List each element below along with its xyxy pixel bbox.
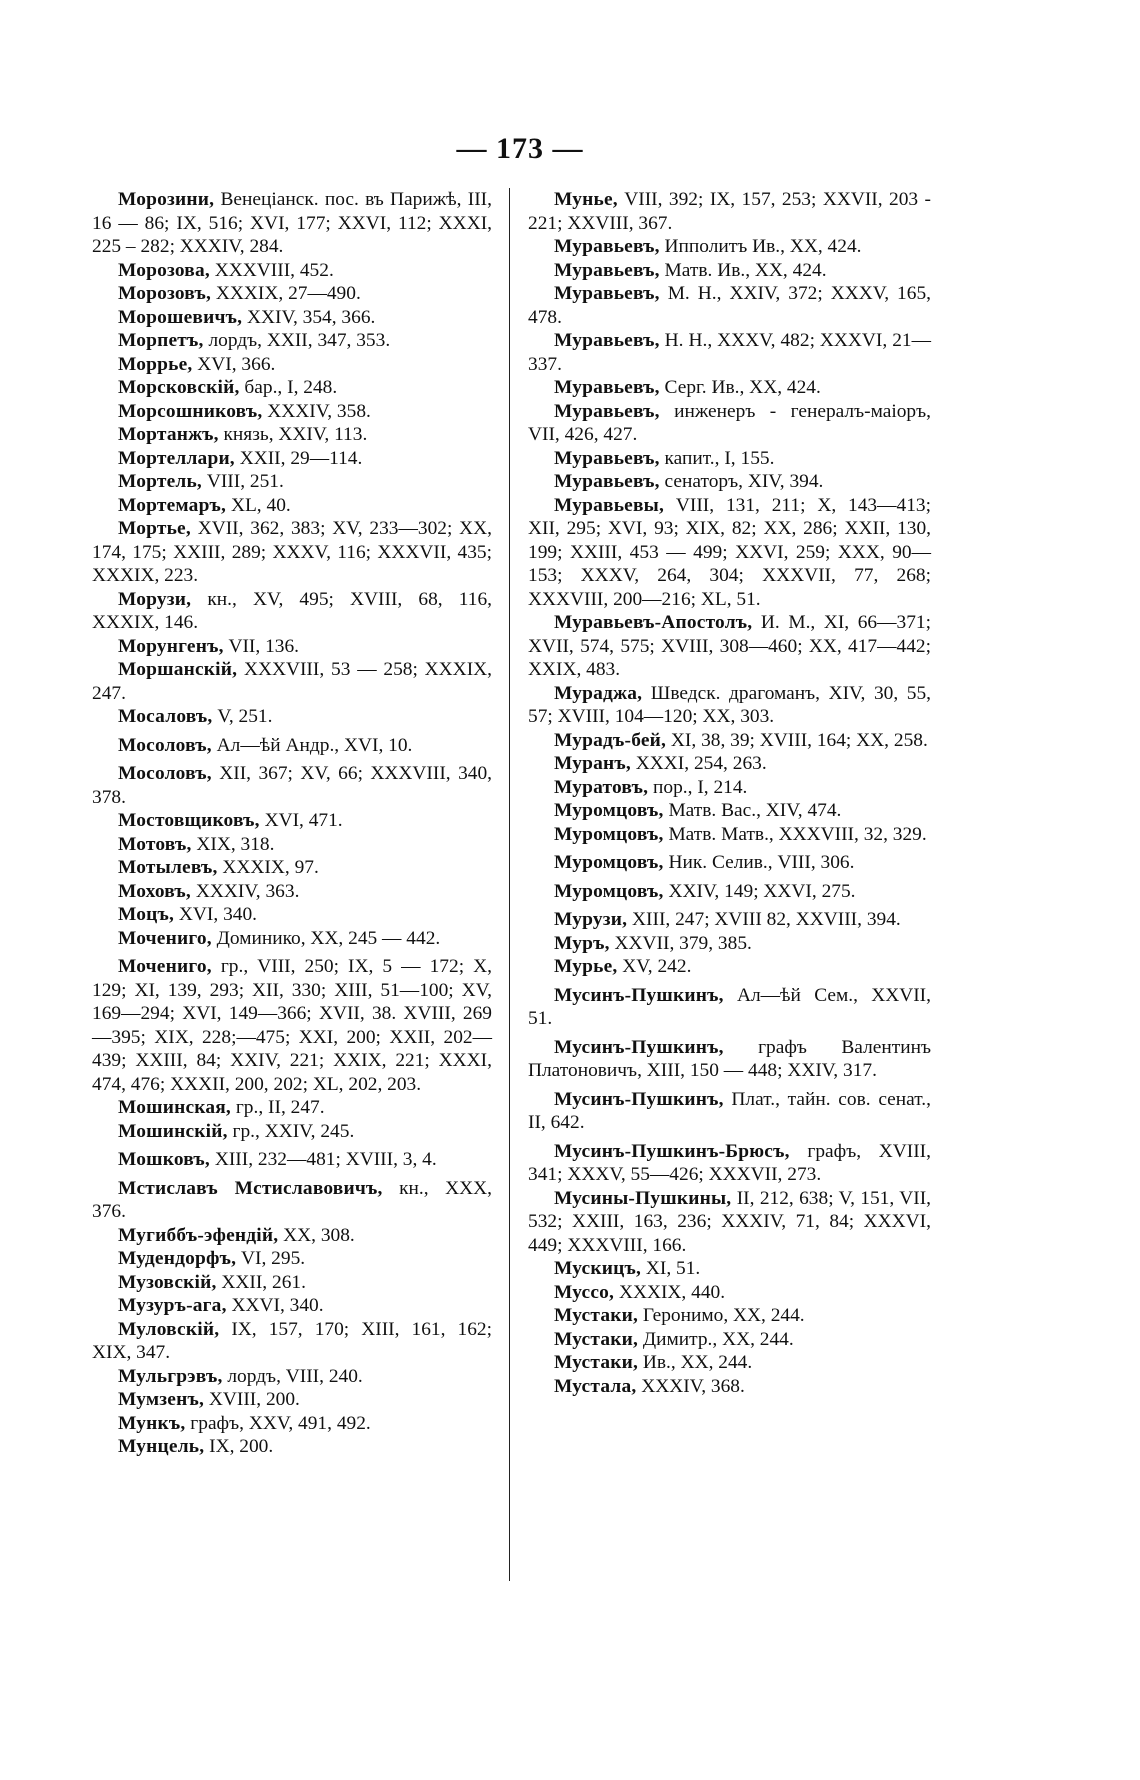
index-entry [528,932,931,956]
entry-heading: Мортель, [118,471,202,492]
entry-references: Венеціанск. пос. въ Парижѣ, III, 16 — 86; IX, 516; XVI, 177; XXVI, 112; XXXI, 225 – 282; XXXIV, 284. [92,189,492,257]
entry-heading: Морозова, [118,259,210,281]
index-entry [92,1096,492,1120]
index-entry [92,259,492,283]
entry-references: гр., XXIV, 245. [227,1120,355,1142]
entry-heading: Мстиславъ Мстиславовичъ, [118,1177,383,1199]
index-entry [92,329,492,353]
entry-references: XX, 308. [278,1224,355,1246]
entry-heading: Мульгрэвъ, [118,1365,223,1387]
entry-references: графъ, XVIII, 341; XXXV, 55—426; XXXVII, 273. [528,1140,931,1185]
entry-heading: Мустаки, [554,1352,639,1373]
index-entry [92,376,492,400]
entry-heading: Муравьевъ, [554,400,660,422]
entry-heading: Морошевичъ, [118,306,243,328]
entry-heading: Мустаки, [554,1328,639,1350]
entry-references: XXXVIII, 53 — 258; XXXIX, 247. [92,659,492,704]
index-entry [92,1120,492,1144]
entry-references: Ник. Селив., VIII, 306. [663,852,855,873]
index-entry [92,1412,492,1436]
entry-references: XIX, 318. [191,833,275,855]
entry-heading: Мочениго, [118,956,212,977]
entry-references: VIII, 392; IX, 157, 253; XXVII, 203 - 221; XXVIII, 367. [528,189,931,234]
entry-heading: Муравьевъ-Апостолъ, [554,612,753,633]
entry-heading: Мортье, [118,518,191,539]
entry-references: И. М., XI, 66—371; XVII, 574, 575; XVIII, 308—460; XX, 417—442; XXIX, 483. [528,612,931,680]
entry-references: Шведск. драгоманъ, XIV, 30, 55, 57; XVIII, 104—120; XX, 303. [528,682,931,727]
entry-references: лордъ, VIII, 240. [222,1365,363,1387]
entry-references: XII, 367; XV, 66; XXXVIII, 340, 378. [92,763,492,808]
index-entry [92,400,492,424]
entry-references: XXXIX, 97. [217,857,319,878]
entry-references: бар., I, 248. [239,377,338,398]
index-entry [92,470,492,494]
index-entry [92,856,492,880]
entry-references: XI, 51. [641,1258,701,1279]
entry-heading: Муравьевъ, [554,447,660,469]
entry-heading: Мосаловъ, [118,706,213,727]
entry-references: Димитр., XX, 244. [638,1328,794,1350]
index-entry [528,1257,931,1281]
index-entry [92,734,492,758]
entry-references: XXIV, 149; XXVI, 275. [663,880,856,902]
entry-heading: Муравьевъ, [554,283,660,304]
entry-heading: Морозовъ, [118,283,212,304]
entry-references: XV, 242. [617,956,692,977]
index-entry [92,188,492,259]
entry-heading: Мусинъ-Пушкинъ, [554,1088,724,1110]
index-entry [92,353,492,377]
entry-heading: Муравьевъ, [554,377,660,398]
index-column-right [528,188,931,1398]
entry-references: инженеръ - генералъ-маіоръ, VII, 426, 427. [528,400,931,445]
entry-heading: Муромцовъ, [554,880,664,902]
entry-references: пор., I, 214. [648,776,748,798]
entry-references: XI, 38, 39; XVIII, 164; XX, 258. [666,729,928,751]
index-entry [528,188,931,235]
entry-references: Матв. Ив., XX, 424. [659,259,827,281]
index-entry [92,658,492,705]
index-entry [92,762,492,809]
index-entry [92,1148,492,1172]
entry-references: XXVII, 379, 385. [609,932,752,954]
entry-references: капит., I, 155. [659,447,775,469]
index-entry [92,635,492,659]
entry-heading: Мусины-Пушкины, [554,1187,732,1209]
entry-heading: Мусинъ-Пушкинъ, [554,1036,724,1058]
index-entry [528,984,931,1031]
entry-references: XXVI, 340. [226,1295,324,1316]
entry-heading: Мусинъ-Пушкинъ-Брюсъ, [554,1140,790,1162]
index-entry [92,1435,492,1459]
entry-references: князь, XXIV, 113. [218,424,368,445]
entry-heading: Мускицъ, [554,1258,642,1279]
entry-references: XXXIV, 363. [190,880,300,902]
entry-heading: Морсошниковъ, [118,400,263,422]
entry-references: XXXIV, 368. [636,1375,745,1397]
entry-references: V, 251. [212,706,273,727]
index-entry [92,833,492,857]
index-entry [92,588,492,635]
entry-heading: Муравьевъ, [554,259,660,281]
entry-references: Геронимо, XX, 244. [638,1305,805,1326]
entry-heading: Муръ, [554,932,610,954]
entry-heading: Мочениго, [118,927,212,949]
index-entry [528,682,931,729]
index-entry [528,235,931,259]
entry-references: М. Н., XXIV, 372; XXXV, 165, 478. [528,283,931,328]
index-entry [528,1351,931,1375]
index-entry [92,1365,492,1389]
index-entry [528,376,931,400]
index-entry [528,494,931,612]
entry-heading: Мустаки, [554,1305,639,1326]
entry-heading: Муранъ, [554,753,631,774]
entry-references: Серг. Ив., XX, 424. [659,377,821,398]
entry-heading: Мортеллари, [118,447,235,469]
index-entry [528,880,931,904]
entry-heading: Мугиббъ-эфендій, [118,1224,279,1246]
entry-references: XXXVIII, 452. [209,259,334,281]
entry-heading: Моцъ, [118,904,175,925]
entry-references: XXXI, 254, 263. [630,753,767,774]
entry-references: Доминико, XX, 245 — 442. [211,927,441,949]
index-entry [528,823,931,847]
index-entry [528,752,931,776]
entry-heading: Мошинскій, [118,1120,228,1142]
entry-heading: Музуръ-ага, [118,1295,227,1316]
entry-references: Плат., тайн. сов. сенат., II, 642. [528,1088,931,1133]
entry-references: сенаторъ, XIV, 394. [659,471,824,492]
entry-heading: Мосоловъ, [118,763,212,784]
entry-heading: Моррье, [118,353,193,375]
entry-heading: Мурузи, [554,909,628,930]
index-entry [92,1224,492,1248]
index-entry [92,1271,492,1295]
index-column-left [92,188,492,1459]
entry-heading: Музовскій, [118,1271,217,1293]
entry-heading: Муравьевы, [554,494,665,516]
index-entry [528,776,931,800]
index-entry [92,447,492,471]
entry-references: XXII, 29—114. [234,447,363,469]
entry-references: Н. Н., XXXV, 482; XXXVI, 21—337. [528,330,931,375]
index-entry [528,611,931,682]
entry-references: VIII, 131, 211; X, 143—413; XII, 295; XVI, 93; XIX, 82; XX, 286; XXII, 130, 199; XXIII, 453 — 499; XXVI, 259; XXX, 90—153; XXXV, 264, 304; XXXVII, 77, 268; XXXVIII, 200—216; XL, 51. [528,494,931,610]
index-entry [528,400,931,447]
entry-references: IX, 157, 170; XIII, 161, 162; XIX, 347. [92,1318,492,1363]
index-entry [528,1328,931,1352]
index-entry [92,880,492,904]
entry-heading: Муравьевъ, [554,236,660,257]
index-entry [528,1304,931,1328]
index-entry [528,329,931,376]
entry-references: Ипполитъ Ив., XX, 424. [659,236,862,257]
entry-references: кн., XV, 495; XVIII, 68, 116, XXXIX, 146. [92,588,492,633]
index-entry [92,955,492,1096]
entry-references: XIII, 232—481; XVIII, 3, 4. [209,1149,437,1170]
index-entry [92,423,492,447]
index-entry [528,470,931,494]
index-entry [528,1036,931,1083]
column-divider [509,188,510,1581]
entry-references: XIII, 247; XVIII 82, XXVIII, 394. [627,909,901,930]
index-entry [92,1247,492,1271]
entry-heading: Муравьевъ, [554,330,660,351]
entry-references: XXIV, 354, 366. [242,306,376,328]
entry-heading: Муравьевъ, [554,471,660,492]
entry-heading: Мураджа, [554,682,643,704]
entry-references: VIII, 251. [201,471,284,492]
index-entry [92,1294,492,1318]
entry-references: XVI, 471. [259,810,343,831]
entry-references: XL, 40. [226,494,291,516]
entry-references: XVI, 340. [174,904,258,925]
entry-references: XVIII, 200. [204,1389,300,1410]
entry-heading: Муссо, [554,1281,615,1303]
index-entry [92,809,492,833]
entry-references: XVI, 366. [192,353,276,375]
entry-references: VI, 295. [236,1248,306,1269]
entry-heading: Мусинъ-Пушкинъ, [554,984,724,1006]
index-entry [528,1140,931,1187]
entry-heading: Мункъ, [118,1412,186,1434]
index-entry [92,306,492,330]
entry-heading: Мошковъ, [118,1149,210,1170]
index-entry [528,447,931,471]
index-entry [528,799,931,823]
entry-heading: Моховъ, [118,880,191,902]
entry-references: XVII, 362, 383; XV, 233—302; XX, 174, 175; XXIII, 289; XXXV, 116; XXXVII, 435; XXXIX, 223. [92,518,492,586]
index-entry [92,1177,492,1224]
entry-references: Ив., XX, 244. [638,1352,753,1373]
entry-references: гр., VIII, 250; IX, 5 — 172; X, 129; XI, 139, 293; XII, 330; XIII, 51—100; XV, 169—294; XVI, 149—366; XVII, 38. XVIII, 269—395; XIX, 228;—475; XXI, 200; XXII, 202—439; XXIII, 84; XXIV, 221; XXIX, 221; XXXI, 474, 476; XXXII, 200, 202; XL, 202, 203. [92,956,492,1095]
entry-heading: Муратовъ, [554,776,649,798]
entry-references: лордъ, XXII, 347, 353. [203,330,391,351]
index-entry [92,517,492,588]
entry-heading: Мосоловъ, [118,734,212,756]
entry-heading: Мунье, [554,189,618,210]
entry-heading: Муромцовъ, [554,852,664,873]
entry-heading: Мотовъ, [118,833,192,855]
entry-heading: Морсковскій, [118,377,240,398]
entry-heading: Морунгенъ, [118,635,224,657]
index-entry [528,1375,931,1399]
index-entry [528,908,931,932]
entry-heading: Мостовщиковъ, [118,810,260,831]
entry-references: графъ, XXV, 491, 492. [185,1412,371,1434]
entry-heading: Муловскій, [118,1318,220,1340]
index-entry [528,282,931,329]
index-entry [528,729,931,753]
entry-references: XXXIV, 358. [262,400,371,422]
page-number: — 173 — [456,132,584,165]
index-entry [92,903,492,927]
index-entry [92,705,492,729]
entry-heading: Морузи, [118,588,192,610]
index-entry [92,282,492,306]
entry-heading: Муромцовъ, [554,823,664,845]
entry-references: XXXIX, 27—490. [211,283,361,304]
entry-heading: Мурадъ-бей, [554,729,667,751]
index-entry [528,1187,931,1258]
entry-references: VII, 136. [223,635,300,657]
index-entry [92,1318,492,1365]
index-entry [92,1388,492,1412]
entry-references: гр., II, 247. [230,1097,325,1118]
entry-references: Матв. Матв., XXXVIII, 32, 329. [663,823,927,845]
index-entry [92,494,492,518]
entry-heading: Мотылевъ, [118,857,218,878]
entry-heading: Мунцель, [118,1436,205,1457]
index-entry [528,259,931,283]
entry-references: Ал—ѣй Сем., XXVII, 51. [528,984,931,1029]
entry-heading: Мошинская, [118,1097,231,1118]
entry-heading: Мурье, [554,956,618,977]
entry-heading: Мудендорфъ, [118,1248,237,1269]
entry-references: XXII, 261. [216,1271,306,1293]
entry-references: графъ Валентинъ Платоновичъ, XIII, 150 — 448; XXIV, 317. [528,1036,931,1081]
index-entry [528,1088,931,1135]
entry-heading: Морпетъ, [118,330,204,351]
index-entry [528,1281,931,1305]
entry-heading: Мортанжъ, [118,424,219,445]
entry-heading: Мортемаръ, [118,494,227,516]
entry-references: II, 212, 638; V, 151, VII, 532; XXIII, 163, 236; XXXIV, 71, 84; XXXVI, 449; XXXVIII, 166. [528,1187,931,1256]
entry-heading: Муромцовъ, [554,800,664,821]
index-entry [528,851,931,875]
entry-heading: Моршанскій, [118,659,238,680]
index-entry [528,955,931,979]
entry-references: Ал—ѣй Андр., XVI, 10. [211,734,413,756]
entry-heading: Мумзенъ, [118,1389,205,1410]
entry-heading: Морозини, [118,189,215,210]
entry-references: кн., XXX, 376. [92,1177,492,1222]
index-entry [92,927,492,951]
entry-references: XXXIX, 440. [614,1281,726,1303]
entry-heading: Мустала, [554,1375,637,1397]
entry-references: IX, 200. [204,1436,274,1457]
entry-references: Матв. Вас., XIV, 474. [663,800,842,821]
